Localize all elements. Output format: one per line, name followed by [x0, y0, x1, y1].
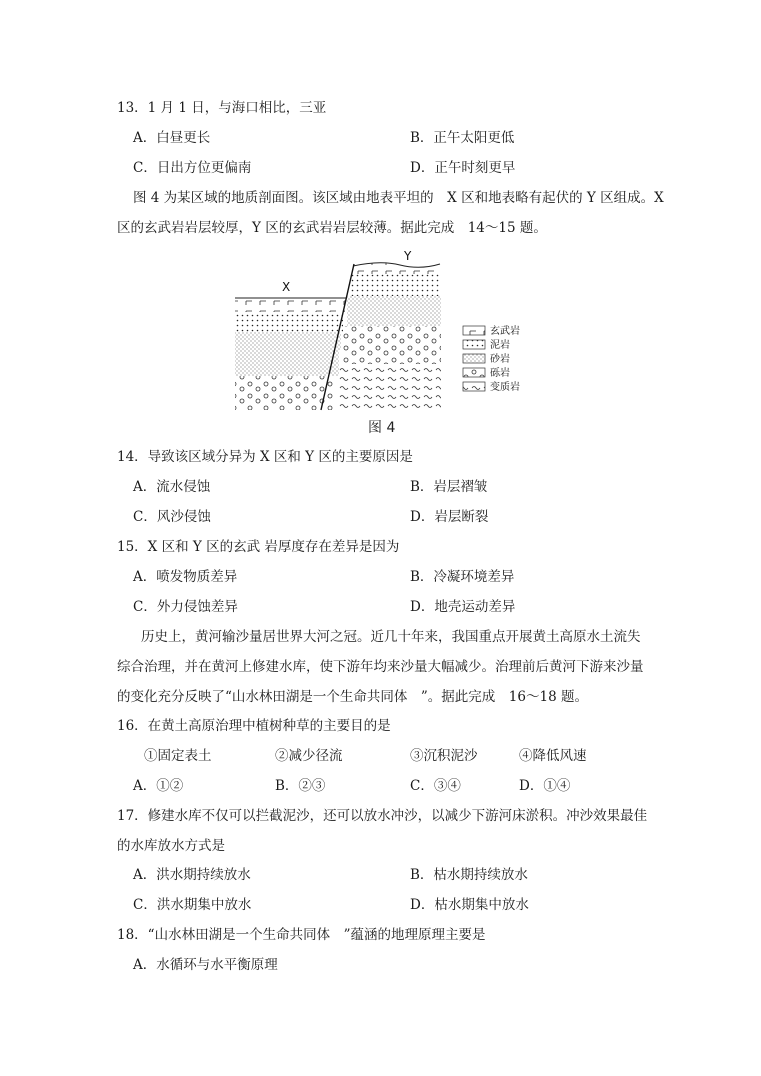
- q17-option-a: A．洪水期持续放水: [133, 867, 251, 883]
- q16-option-b: B．②③: [275, 778, 326, 794]
- intro16-line1: 历史上，黄河输沙量居世界大河之冠。近几十年来，我国重点开展黄土高原水土流失: [141, 629, 641, 645]
- q15-option-a: A．喷发物质差异: [133, 569, 238, 585]
- q13-stem: 13．1 月 1 日，与海口相比，三亚: [117, 100, 327, 116]
- q14-stem: 14．导致该区域分异为 X 区和 Y 区的主要原因是: [117, 449, 413, 465]
- x-sandstone-layer: [235, 332, 341, 350]
- q15-option-d: D．地壳运动差异: [410, 599, 516, 615]
- q18-option-a: A．水循环与水平衡原理: [133, 957, 278, 973]
- legend-mudstone: 泥岩: [490, 340, 510, 351]
- intro14-line2: 区的玄武岩岩层较厚，Y 区的玄武岩岩层较薄。据此完成 14～15 题。: [117, 220, 547, 236]
- intro16-line2: 综合治理，并在黄河上修建水库，使下游年均来沙量大幅减少。治理前后黄河下游来沙量: [117, 659, 644, 675]
- x-conglomerate-layer: [235, 376, 335, 410]
- q14-option-b: B．岩层褶皱: [410, 479, 488, 495]
- legend-swatch-basalt: [463, 326, 485, 335]
- x-sandstone-layer-lower: [235, 350, 339, 376]
- q13-option-c: C．日出方位更偏南: [133, 160, 252, 176]
- q16-option-d: D．①④: [519, 778, 571, 794]
- x-region-label: X: [282, 280, 291, 294]
- q17-option-d: D．枯水期集中放水: [410, 897, 529, 913]
- y-mudstone-layer: [349, 274, 441, 296]
- q15-option-c: C．外力侵蚀差异: [133, 599, 238, 615]
- x-basalt-layer: [235, 298, 345, 312]
- legend-sandstone: 砂岩: [490, 354, 510, 365]
- y-region-label: Y: [404, 249, 412, 263]
- intro16-line3: 的变化充分反映了“山水林田湖是一个生命共同体 ”。据此完成 16～18 题。: [117, 689, 588, 705]
- q17-stem-line1: 17．修建水库不仅可以拦截泥沙，还可以放水冲沙，以减少下游河床淤积。冲沙效果最佳: [117, 808, 648, 824]
- legend-swatch-conglomerate: [463, 368, 485, 377]
- q16-option-a: A．①②: [133, 778, 184, 794]
- q16-item-2: ②减少径流: [275, 748, 343, 764]
- q13-option-b: B．正午太阳更低: [410, 130, 515, 146]
- x-mudstone-layer: [235, 312, 343, 332]
- q17-option-b: B．枯水期持续放水: [410, 867, 528, 883]
- legend-swatch-metamorphic: [463, 382, 485, 391]
- q16-item-1: ①固定表土: [144, 748, 212, 764]
- q14-option-c: C．风沙侵蚀: [133, 509, 211, 525]
- cross-section-svg: [230, 248, 540, 438]
- q16-item-4: ④降低风速: [519, 748, 587, 764]
- legend-metamorphic: 变质岩: [490, 382, 520, 393]
- q13-option-a: A．白昼更长: [133, 130, 211, 146]
- q18-stem: 18．“山水林田湖是一个生命共同体 ”蕴涵的地理原理主要是: [117, 927, 486, 943]
- y-conglomerate-layer: [342, 326, 441, 364]
- q15-option-b: B．冷凝环境差异: [410, 569, 515, 585]
- q15-stem: 15．X 区和 Y 区的玄武 岩厚度存在差异是因为: [117, 539, 400, 555]
- figure-caption: 图 4: [368, 420, 396, 436]
- q14-option-d: D．岩层断裂: [410, 509, 489, 525]
- legend-conglomerate: 砾岩: [490, 368, 510, 379]
- q17-option-c: C．洪水期集中放水: [133, 897, 252, 913]
- legend-swatch-mudstone: [463, 340, 485, 349]
- q17-stem-line2: 的水库放水方式是: [117, 838, 225, 854]
- q16-item-3: ③沉积泥沙: [410, 748, 478, 764]
- q16-option-c: C．③④: [410, 778, 461, 794]
- intro14-line1: 图 4 为某区域的地质剖面图。该区域由地表平坦的 X 区和地表略有起伏的 Y 区组成。X: [133, 190, 664, 206]
- y-metamorphic-layer: [337, 364, 441, 410]
- q13-option-d: D．正午时刻更早: [410, 160, 516, 176]
- legend: [463, 324, 520, 393]
- y-sandstone-layer: [347, 296, 441, 326]
- geologic-cross-section-figure: [230, 248, 540, 438]
- legend-swatch-sandstone: [463, 354, 485, 363]
- q16-stem: 16．在黄土高原治理中植树种草的主要目的是: [117, 718, 391, 734]
- q14-option-a: A．流水侵蚀: [133, 479, 211, 495]
- legend-basalt: 玄武岩: [490, 326, 520, 337]
